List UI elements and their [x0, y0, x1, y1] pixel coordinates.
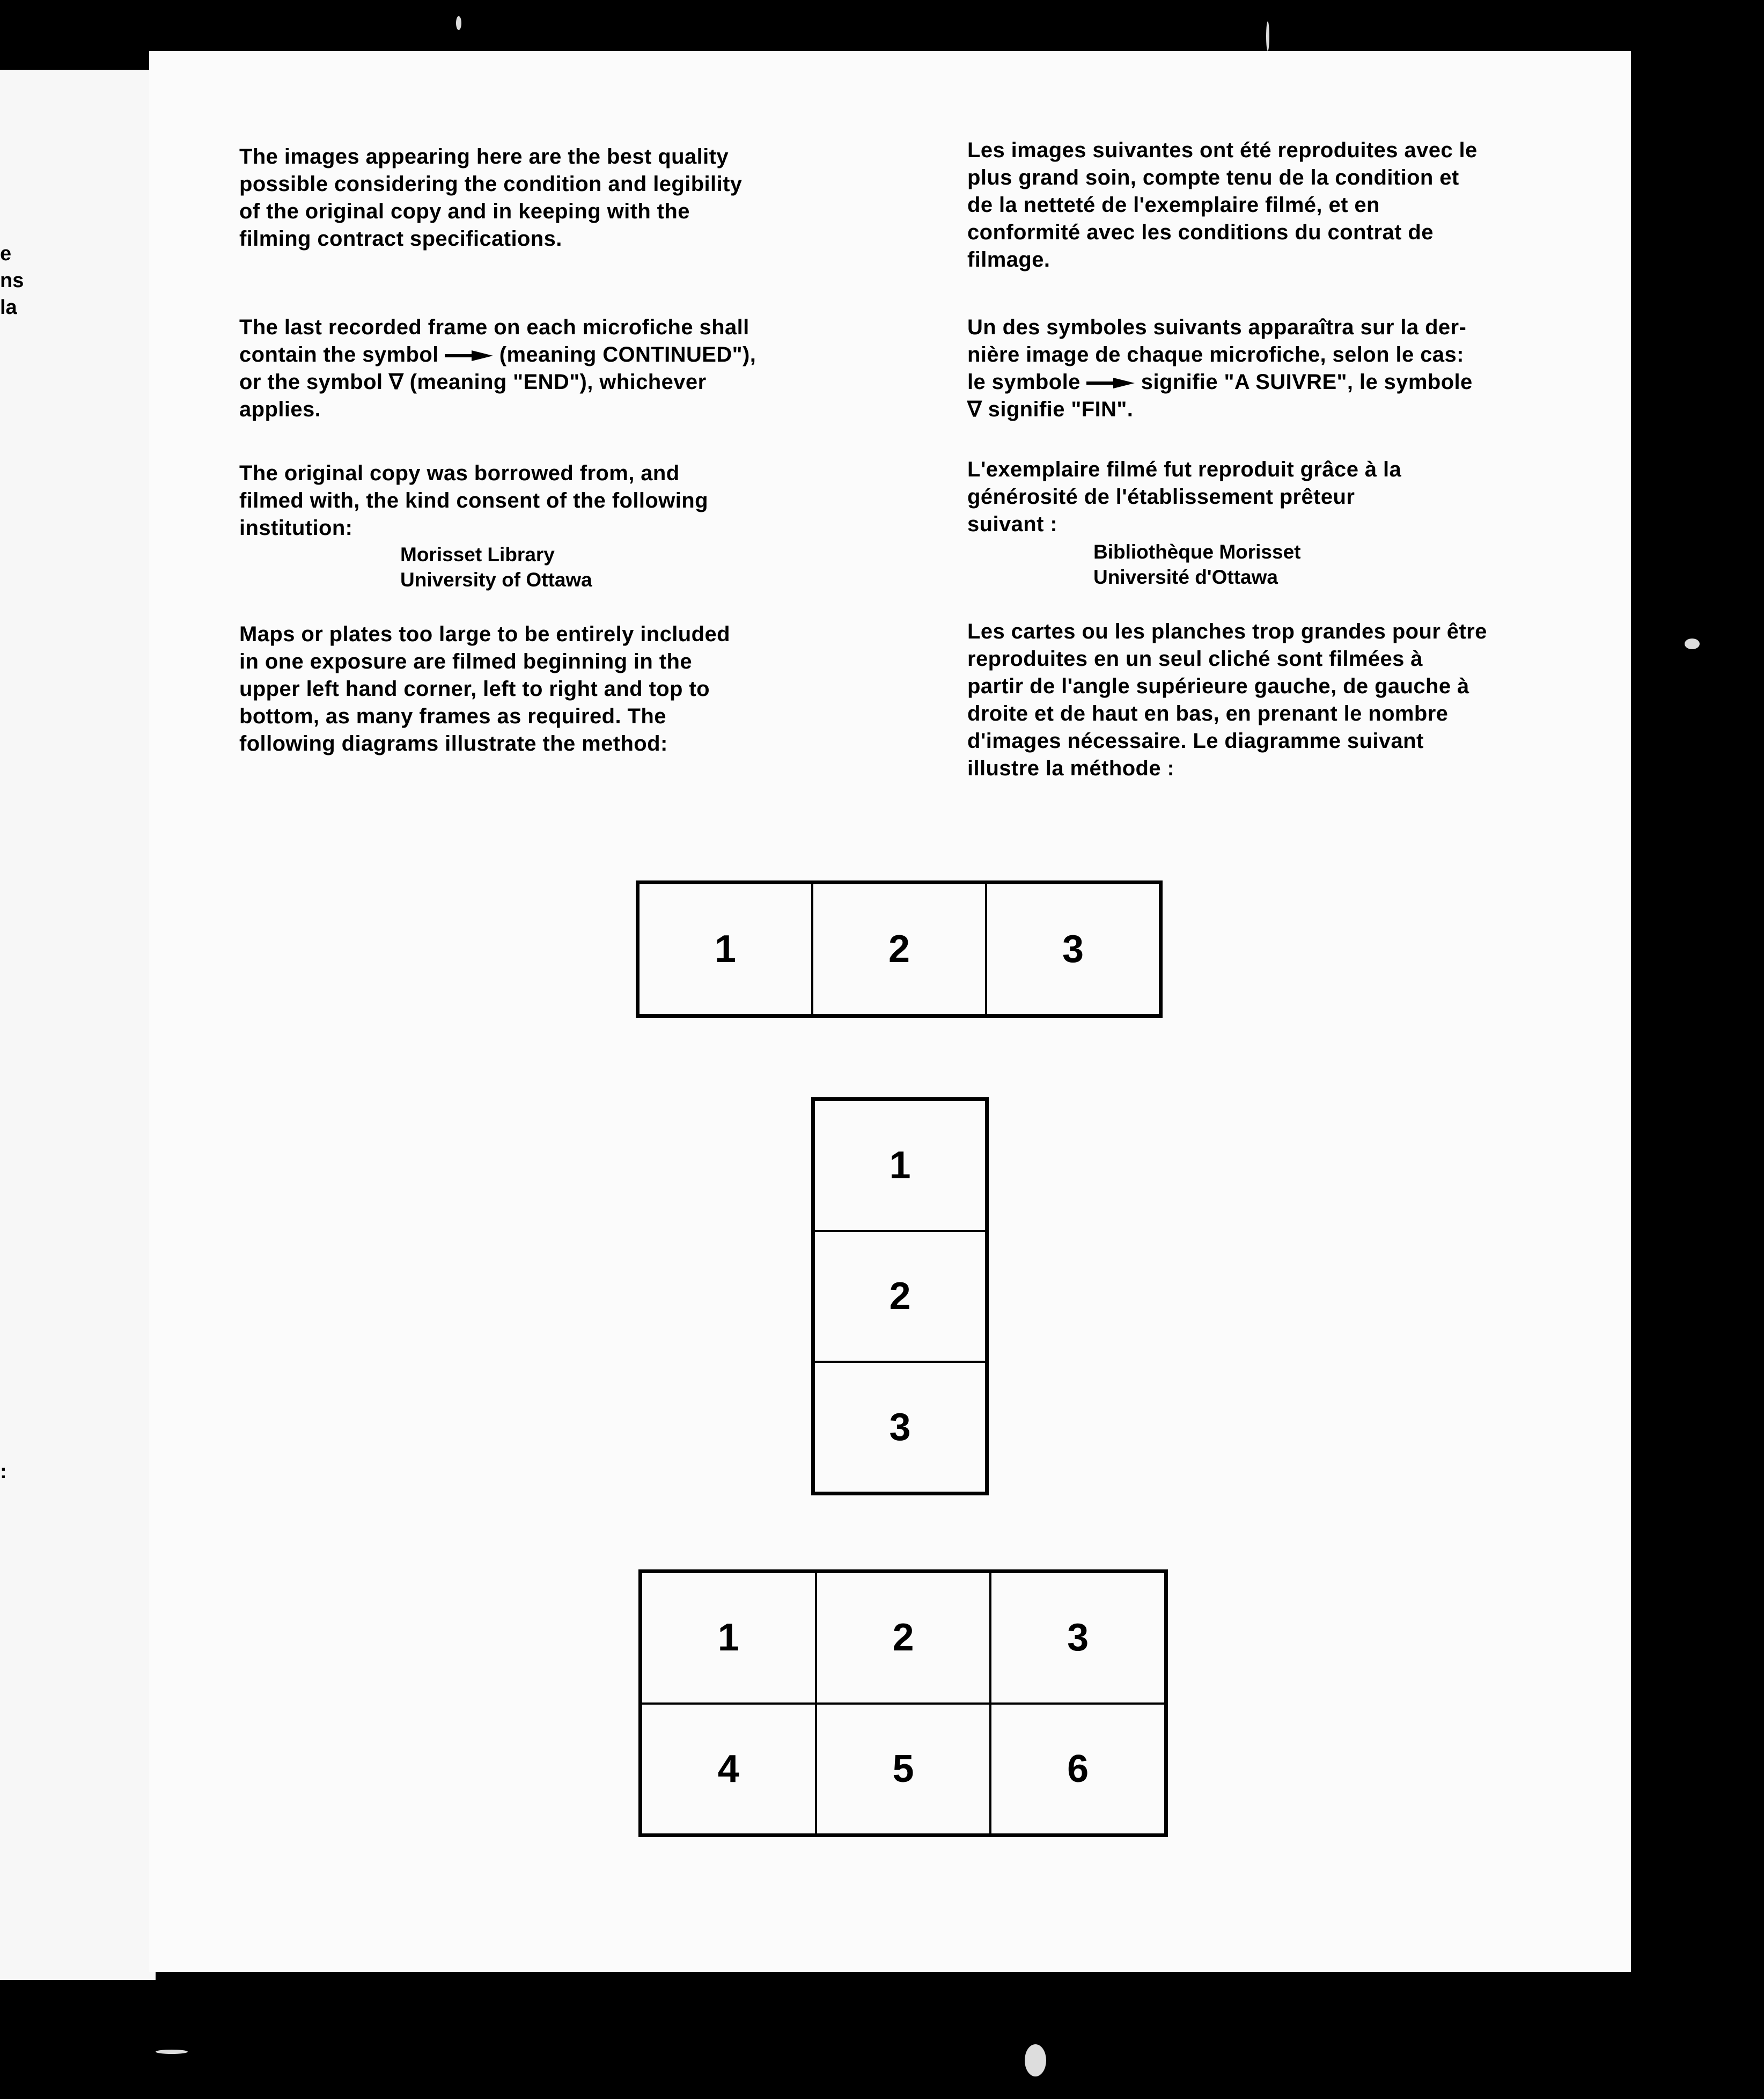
- prev-page-fragment: la: [0, 296, 17, 319]
- english-paragraph-institution: The original copy was borrowed from, and filmed with, the kind consent of the following institution:: [239, 461, 708, 540]
- diagram-cell: 6: [990, 1704, 1165, 1835]
- diagram-cell: 1: [641, 1572, 816, 1704]
- prev-page-fragment: ns: [0, 269, 24, 292]
- institution-name: Bibliothèque Morisset: [1093, 541, 1301, 563]
- french-paragraph-method: Les cartes ou les planches trop grandes pour être reproduites en un seul cliché sont filmées à partir de l'angle supérieure gauche, de gauche à droite et de haut en bas, en prenant le nombre d'images nécessaire. Le diagramme suivant illustre la méthode :: [967, 620, 1487, 780]
- diagram-grid: [638, 1569, 1168, 1837]
- diagram-cell: 3: [986, 883, 1160, 1015]
- french-paragraph-symbols: Un des symboles suivants apparaîtra sur la der- nière image de chaque microfiche, selon le cas: le symbole signifie "A SUIVRE", le symbole ∇ signifie "FIN".: [967, 315, 1473, 421]
- diagram-cell: 2: [816, 1572, 991, 1704]
- diagram-cell: 2: [812, 883, 986, 1015]
- scan-speck: [1025, 2044, 1046, 2076]
- diagram-row: [636, 880, 1163, 1018]
- french-paragraph-quality: Les images suivantes ont été reproduites avec le plus grand soin, compte tenu de la condition et de la netteté de l'exemplaire filmé, et en conformité avec les conditions du contrat de filmage.: [967, 138, 1478, 271]
- diagram-cell: 3: [814, 1362, 986, 1493]
- prev-page-fragment: e: [0, 243, 12, 265]
- arrow-icon: [445, 349, 493, 362]
- institution-name: Morisset Library: [400, 544, 555, 566]
- diagram-cell: 1: [814, 1100, 986, 1231]
- english-paragraph-method: Maps or plates too large to be entirely included in one exposure are filmed beginning in the upper left hand corner, left to right and top to bottom, as many frames as required. The following diagrams illustrate the method:: [239, 622, 730, 755]
- previous-page-edge: [0, 70, 156, 1980]
- diagram-cell: 5: [816, 1704, 991, 1835]
- diagram-column: [811, 1097, 989, 1495]
- diagram-cell: 2: [814, 1231, 986, 1362]
- scan-speck: [1266, 21, 1269, 51]
- scan-speck: [456, 16, 461, 30]
- document-page: [149, 51, 1631, 1972]
- diagram-cell: 3: [990, 1572, 1165, 1704]
- french-paragraph-institution: L'exemplaire filmé fut reproduit grâce à la générosité de l'établissement prêteur suivant :: [967, 458, 1402, 536]
- english-paragraph-symbols: The last recorded frame on each microfiche shall contain the symbol (meaning CONTINUED"), or the symbol ∇ (meaning "END"), whichever applies.: [239, 315, 756, 421]
- triangle-down-icon: ∇: [967, 398, 982, 421]
- arrow-icon: [1086, 377, 1135, 390]
- institution-name: University of Ottawa: [400, 569, 592, 591]
- english-paragraph-quality: The images appearing here are the best quality possible considering the condition and legibility of the original copy and in keeping with the filming contract specifications.: [239, 145, 743, 251]
- institution-name: Université d'Ottawa: [1093, 566, 1278, 588]
- diagram-cell: 4: [641, 1704, 816, 1835]
- triangle-down-icon: ∇: [388, 370, 404, 394]
- scan-speck: [156, 2050, 188, 2054]
- scan-speck: [1685, 638, 1700, 649]
- prev-page-fragment: :: [0, 1461, 7, 1483]
- diagram-cell: 1: [638, 883, 812, 1015]
